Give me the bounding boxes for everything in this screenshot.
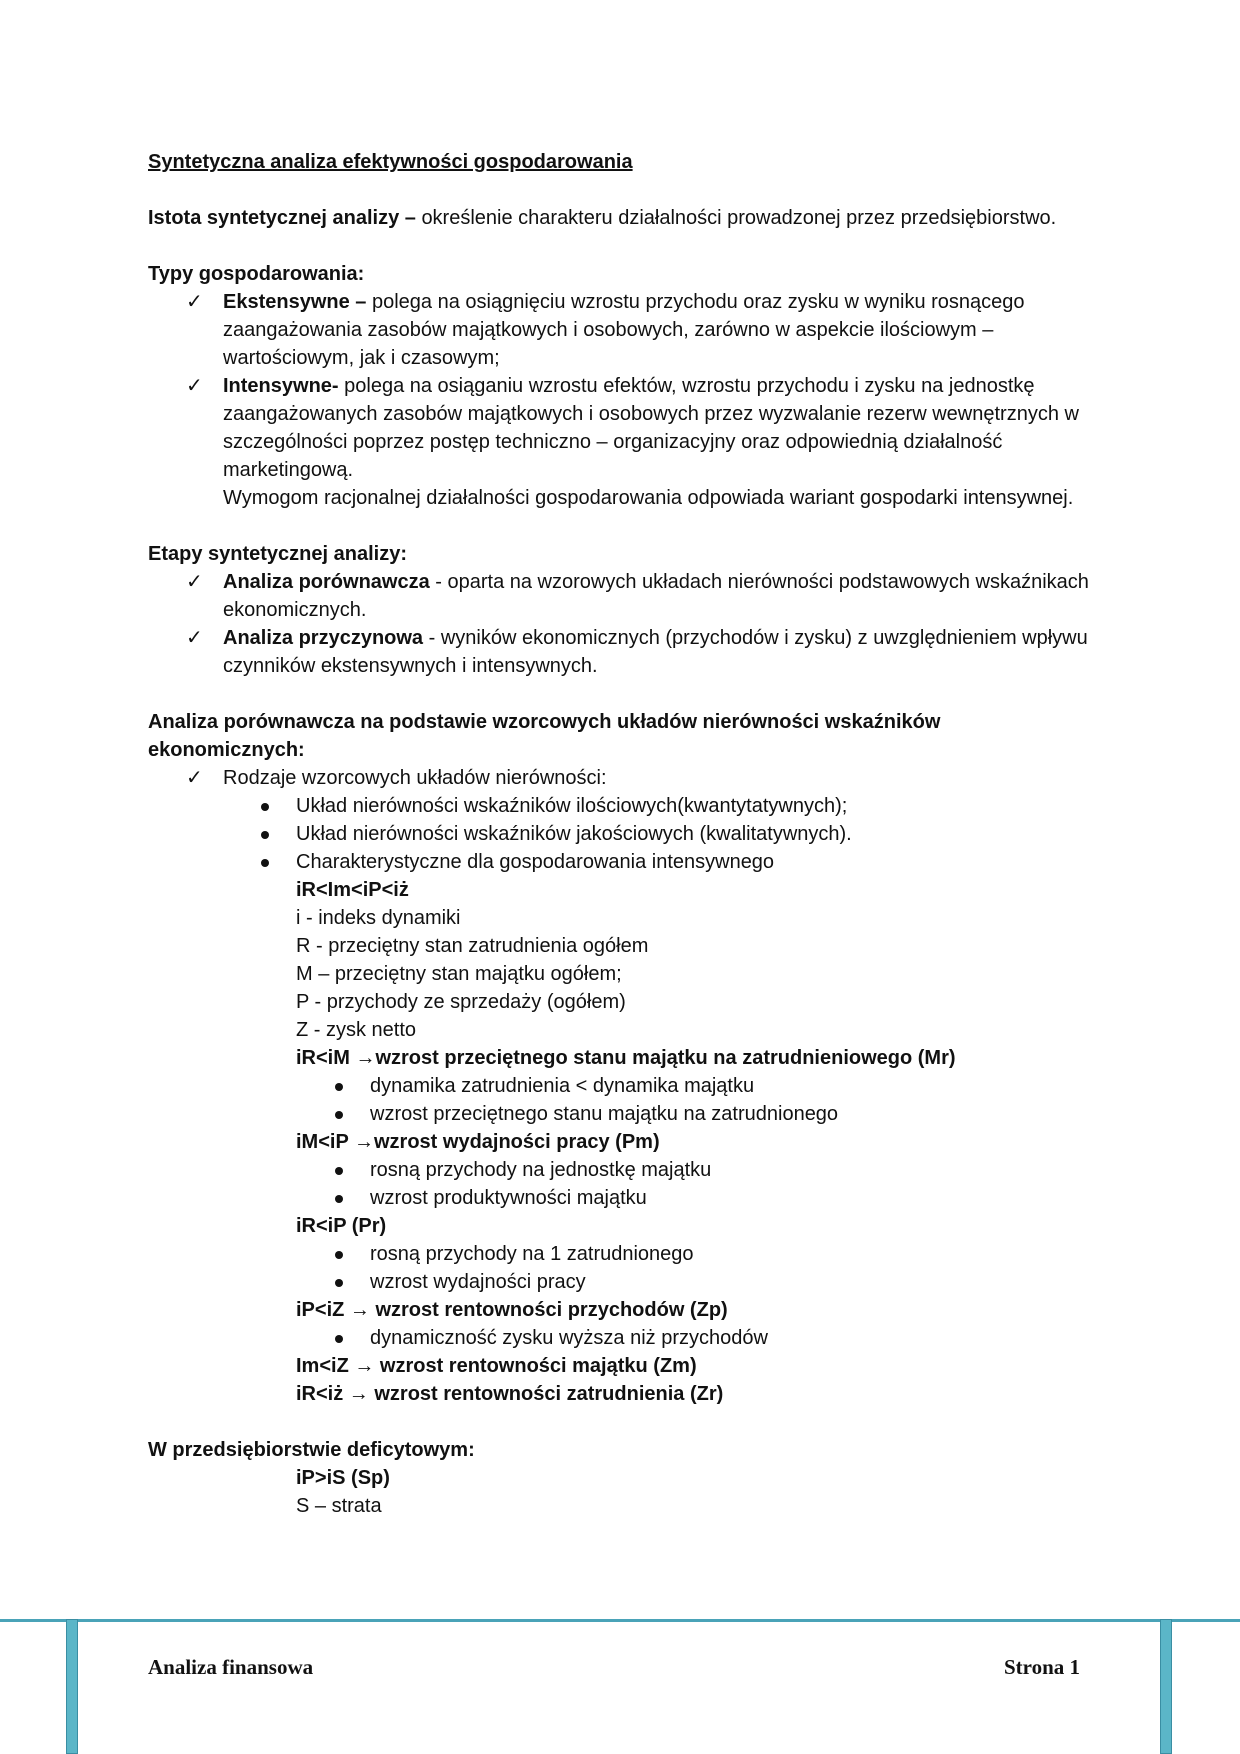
footer-divider bbox=[0, 1619, 1240, 1622]
bullet-icon bbox=[261, 859, 269, 867]
relation-bullet: dynamika zatrudnienia < dynamika majątku bbox=[148, 1072, 1098, 1100]
porownawcza-heading: Analiza porównawcza na podstawie wzorcowych układów nierówności wskaźników ekonomicznych: bbox=[148, 711, 941, 761]
relation-heading: iR<iż → wzrost rentowności zatrudnienia (Zr) bbox=[296, 1383, 724, 1405]
bullet-icon bbox=[335, 1083, 343, 1091]
bullet-icon bbox=[261, 803, 269, 811]
relation-bullet: wzrost przeciętnego stanu majątku na zatrudnionego bbox=[148, 1100, 1098, 1128]
bullet-item: Układ nierówności wskaźników jakościowych (kwalitatywnych). bbox=[148, 820, 1098, 848]
typy-note: Wymogom racjonalnej działalności gospodarowania odpowiada wariant gospodarki intensywnej. bbox=[223, 487, 1074, 509]
bullet-icon bbox=[335, 1251, 343, 1259]
main-formula: iR<Im<iP<iż bbox=[296, 879, 409, 901]
relation-bullet: rosną przychody na jednostkę majątku bbox=[148, 1156, 1098, 1184]
footer-right-bar bbox=[1160, 1619, 1172, 1754]
bullet-icon bbox=[335, 1111, 343, 1119]
document-body bbox=[148, 148, 1098, 1520]
bullet-icon bbox=[335, 1279, 343, 1287]
deficyt-legend: S – strata bbox=[296, 1495, 382, 1517]
typy-item: ✓ Ekstensywne – polega na osiągnięciu wzrostu przychodu oraz zysku w wyniku rosnącego zaangażowania zasobów majątkowych i osobowych, zarówno w aspekcie ilościowym – wartościowym, jak i czasowym; bbox=[148, 288, 1098, 372]
checkmark-icon: ✓ bbox=[186, 571, 203, 593]
istota-text: określenie charakteru działalności prowadzonej przez przedsiębiorstwo. bbox=[421, 207, 1057, 229]
legend-line: Z - zysk netto bbox=[296, 1019, 417, 1041]
rodzaje-item: ✓ Rodzaje wzorcowych układów nierówności: bbox=[148, 764, 1098, 792]
checkmark-icon: ✓ bbox=[186, 767, 203, 789]
bullet-item: Charakterystyczne dla gospodarowania intensywnego bbox=[148, 848, 1098, 876]
typy-item: ✓ Intensywne- polega na osiąganiu wzrostu efektów, wzrostu przychodu i zysku na jednostkę zaangażowanych zasobów majątkowych i osobowych przez wyzwalanie rezerw wewnętrznych w szczególności poprzez postęp techniczno – organizacyjny oraz odpowiednią działalność marketingową. bbox=[148, 372, 1098, 484]
page-number: Strona 1 bbox=[1004, 1655, 1081, 1679]
bullet-icon bbox=[335, 1167, 343, 1175]
relation-heading: Im<iZ → wzrost rentowności majątku (Zm) bbox=[296, 1355, 697, 1377]
deficyt-heading: W przedsiębiorstwie deficytowym: bbox=[148, 1439, 475, 1461]
relation-heading: iM<iP →wzrost wydajności pracy (Pm) bbox=[296, 1131, 660, 1153]
etapy-item: ✓ Analiza porównawcza - oparta na wzorowych układach nierówności podstawowych wskaźnikach ekonomicznych. bbox=[148, 568, 1098, 624]
etapy-item: ✓ Analiza przyczynowa - wyników ekonomicznych (przychodów i zysku) z uwzględnieniem wpływu czynników ekstensywnych i intensywnych. bbox=[148, 624, 1098, 680]
relation-bullet: dynamiczność zysku wyższa niż przychodów bbox=[148, 1324, 1098, 1352]
legend-line: M – przeciętny stan majątku ogółem; bbox=[296, 963, 622, 985]
relation-heading: iR<iP (Pr) bbox=[296, 1215, 387, 1237]
etapy-heading: Etapy syntetycznej analizy: bbox=[148, 543, 407, 565]
checkmark-icon: ✓ bbox=[186, 375, 203, 397]
istota-paragraph bbox=[148, 204, 1098, 232]
footer-left-bar bbox=[66, 1619, 78, 1754]
bullet-icon bbox=[261, 831, 269, 839]
typy-heading: Typy gospodarowania: bbox=[148, 263, 365, 285]
relation-heading: iR<iM →wzrost przeciętnego stanu majątku na zatrudnieniowego (Mr) bbox=[296, 1047, 956, 1069]
relation-heading: iP<iZ → wzrost rentowności przychodów (Zp) bbox=[296, 1299, 728, 1321]
checkmark-icon: ✓ bbox=[186, 291, 203, 313]
bullet-item: Układ nierówności wskaźników ilościowych(kwantytatywnych); bbox=[148, 792, 1098, 820]
relation-bullet: wzrost wydajności pracy bbox=[148, 1268, 1098, 1296]
relation-bullet: wzrost produktywności majątku bbox=[148, 1184, 1098, 1212]
legend-line: i - indeks dynamiki bbox=[296, 907, 461, 929]
bullet-icon bbox=[335, 1335, 343, 1343]
checkmark-icon: ✓ bbox=[186, 627, 203, 649]
istota-term: Istota syntetycznej analizy – bbox=[148, 207, 422, 229]
footer-title: Analiza finansowa bbox=[148, 1655, 314, 1679]
deficyt-formula: iP>iS (Sp) bbox=[296, 1467, 390, 1489]
legend-line: P - przychody ze sprzedaży (ogółem) bbox=[296, 991, 626, 1013]
legend-line: R - przeciętny stan zatrudnienia ogółem bbox=[296, 935, 649, 957]
relation-bullet: rosną przychody na 1 zatrudnionego bbox=[148, 1240, 1098, 1268]
bullet-icon bbox=[335, 1195, 343, 1203]
document-title: Syntetyczna analiza efektywności gospodarowania bbox=[148, 151, 633, 173]
